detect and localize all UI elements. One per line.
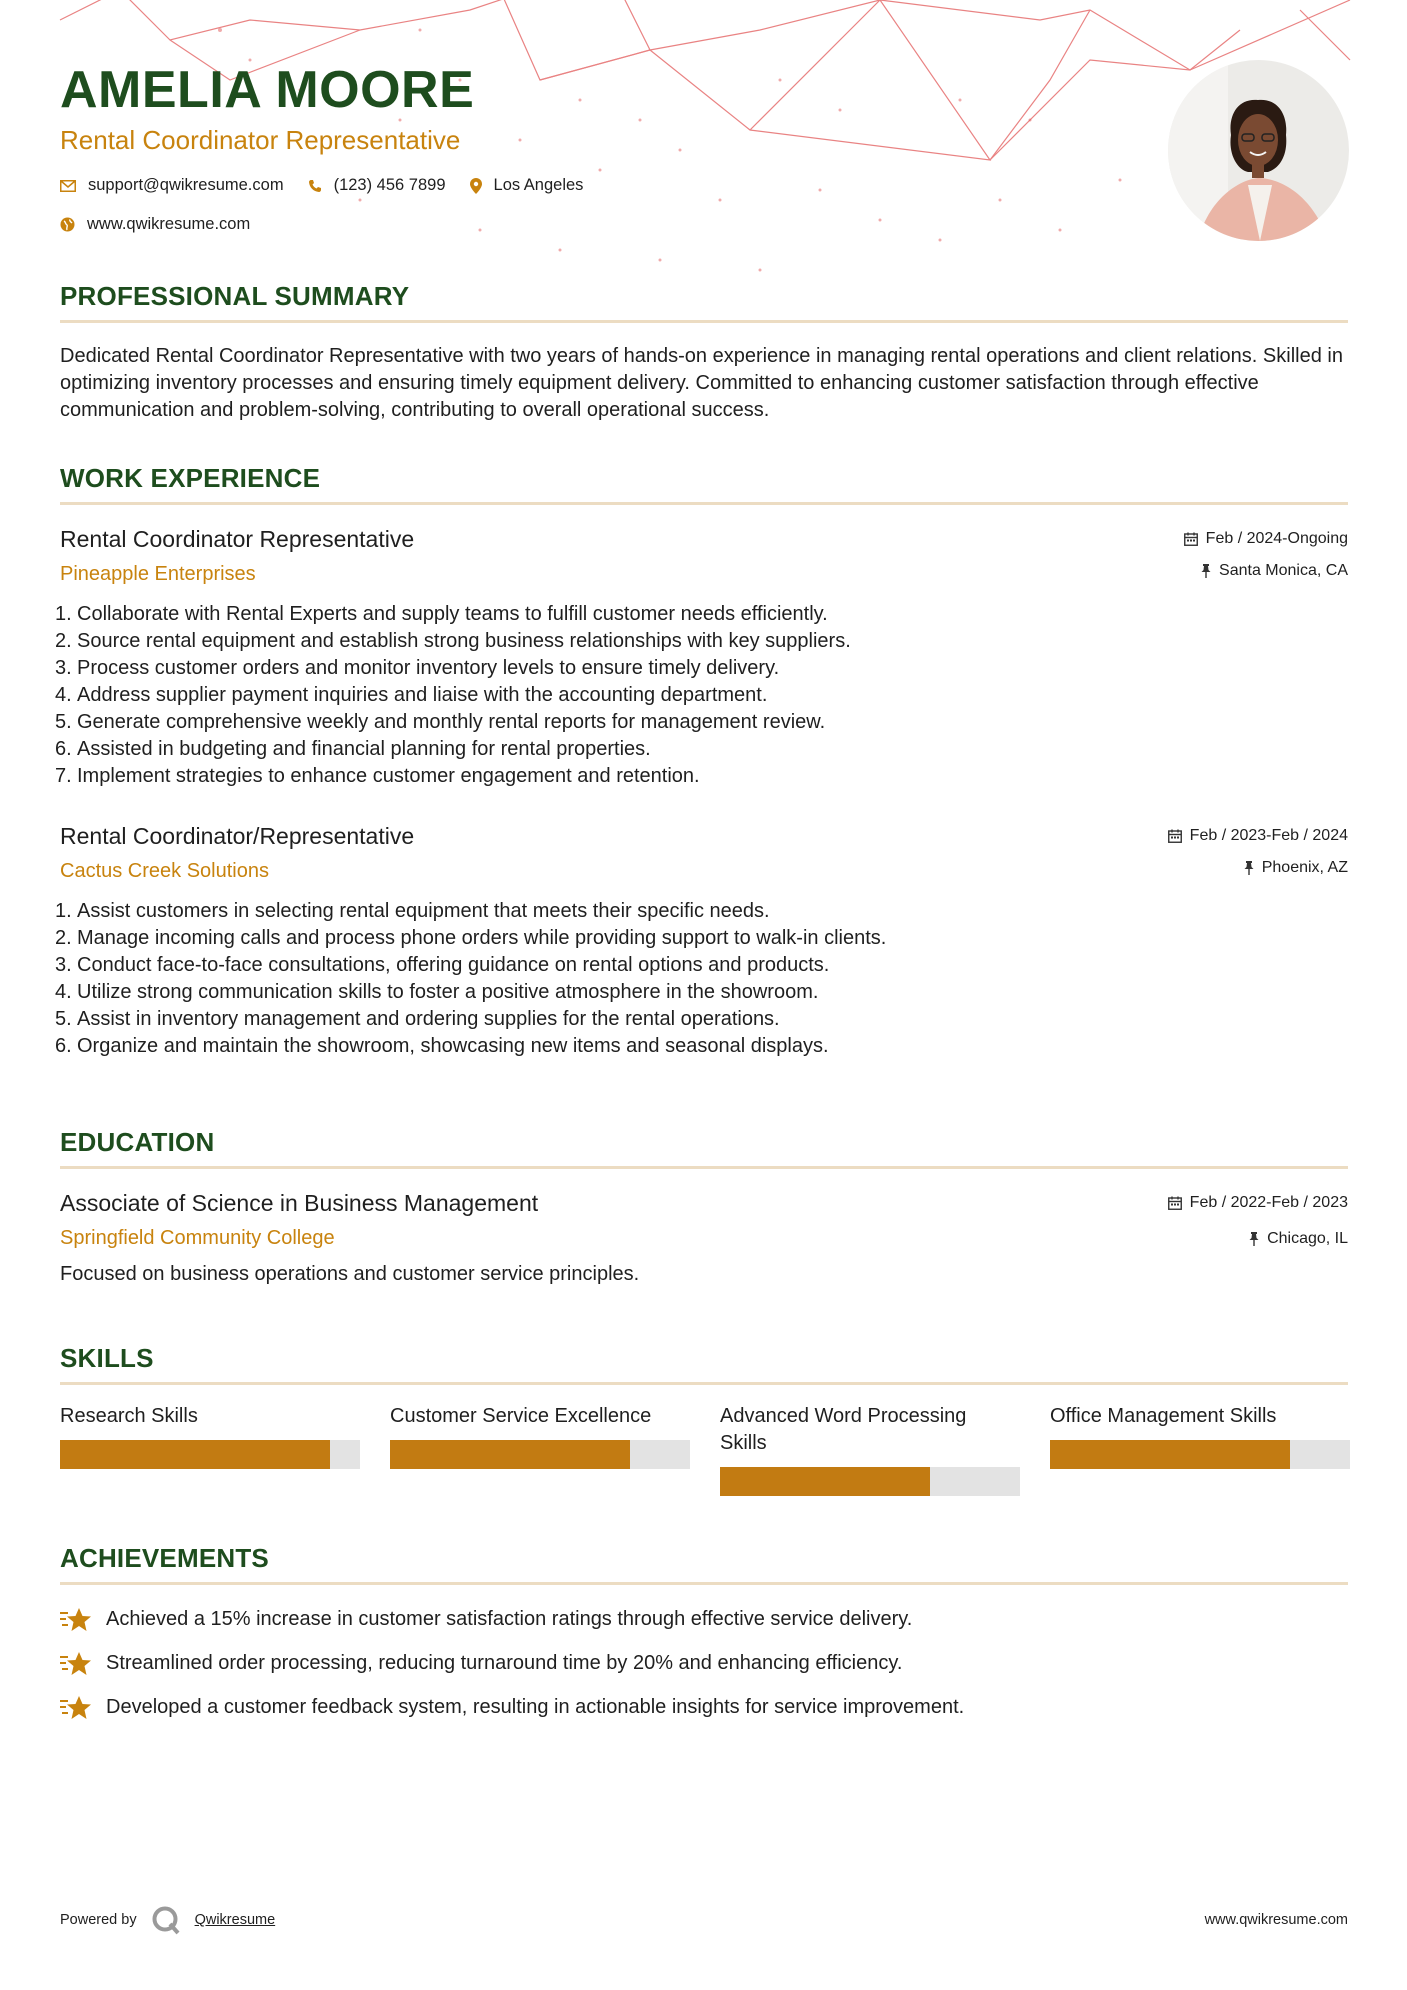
contact-row-website — [60, 215, 1140, 234]
education-section — [60, 1126, 1348, 1288]
skill-bar-fill — [720, 1467, 930, 1496]
footer — [60, 1900, 1348, 1940]
qwikresume-link[interactable]: Qwikresume — [194, 1912, 276, 1928]
globe-icon — [60, 217, 75, 232]
job-bullets — [55, 601, 1348, 790]
skill-label: Office Management Skills — [1050, 1405, 1277, 1427]
skill-bar — [390, 1440, 690, 1469]
education-dates — [1168, 1193, 1348, 1213]
list-item: 7. Implement strategies to enhance customer engagement and retention. — [55, 765, 700, 787]
job-title: Rental Coordinator/Representative — [60, 823, 415, 849]
achievement-text: Achieved a 15% increase in customer satisfaction ratings through effective service delivery. — [106, 1607, 913, 1630]
section-divider — [60, 1382, 1348, 1385]
profile-photo — [1168, 60, 1349, 241]
section-divider — [60, 1582, 1348, 1585]
website-text[interactable]: www.qwikresume.com — [87, 215, 251, 233]
map-pin-icon — [470, 178, 482, 194]
achievements-section — [60, 1542, 1348, 1723]
skill-item — [1050, 1403, 1350, 1496]
list-item: 1. Collaborate with Rental Experts and supply teams to fulfill customer needs efficiently. — [55, 603, 828, 625]
phone-icon — [308, 179, 322, 193]
contact-row — [60, 176, 1140, 195]
skill-bar — [60, 1440, 360, 1469]
list-item: 4. Utilize strong communication skills to foster a positive atmosphere in the showroom. — [55, 981, 819, 1003]
skill-bar-fill — [390, 1440, 630, 1469]
phone-text[interactable]: (123) 456 7899 — [333, 176, 446, 194]
experience-section — [55, 462, 1348, 1060]
contact-location — [470, 176, 584, 195]
education-heading: EDUCATION — [60, 1127, 215, 1157]
job-meta — [1184, 529, 1348, 581]
email-text[interactable]: support@qwikresume.com — [88, 176, 284, 194]
job-bullets — [55, 898, 1348, 1060]
calendar-icon — [1184, 532, 1198, 546]
footer-website[interactable]: www.qwikresume.com — [1204, 1912, 1348, 1928]
skills-heading: SKILLS — [60, 1343, 154, 1373]
star-icon — [60, 1694, 92, 1720]
skill-bar — [720, 1467, 1020, 1496]
achievement-text: Developed a customer feedback system, resulting in actionable insights for service improvement. — [106, 1695, 965, 1718]
job-meta — [1168, 826, 1348, 878]
education-location-text: Chicago, IL — [1267, 1230, 1348, 1247]
skill-item — [720, 1403, 1020, 1496]
education-description: Focused on business operations and customer service principles. — [60, 1263, 640, 1285]
school-name: Springfield Community College — [60, 1227, 335, 1249]
qwikresume-logo-icon — [151, 1905, 181, 1935]
job-location-text: Santa Monica, CA — [1219, 562, 1348, 579]
list-item: 6. Assisted in budgeting and financial planning for rental properties. — [55, 738, 651, 760]
skill-bar — [1050, 1440, 1350, 1469]
achievement-item — [60, 1647, 1348, 1679]
candidate-title: Rental Coordinator Representative — [60, 125, 461, 155]
contact-email[interactable] — [60, 176, 284, 195]
education-location — [1168, 1229, 1348, 1249]
achievements-heading: ACHIEVEMENTS — [60, 1543, 269, 1573]
job-company: Cactus Creek Solutions — [60, 860, 269, 882]
job-dates-text: Feb / 2024-Ongoing — [1205, 530, 1348, 547]
location-text: Los Angeles — [493, 176, 584, 194]
list-item: 3. Process customer orders and monitor inventory levels to ensure timely delivery. — [55, 657, 780, 679]
list-item: 5. Assist in inventory management and ordering supplies for the rental operations. — [55, 1008, 780, 1030]
skill-label: Research Skills — [60, 1405, 198, 1427]
skill-label: Advanced Word Processing Skills — [720, 1405, 967, 1454]
job-location — [1168, 858, 1348, 878]
skills-grid — [60, 1403, 1348, 1496]
skill-item — [390, 1403, 690, 1496]
calendar-icon — [1168, 829, 1182, 843]
job-title: Rental Coordinator Representative — [60, 526, 415, 552]
achievement-text: Streamlined order processing, reducing turnaround time by 20% and enhancing efficiency. — [106, 1651, 903, 1674]
header — [60, 58, 1140, 234]
skill-bar-fill — [60, 1440, 330, 1469]
section-divider — [60, 320, 1348, 323]
section-divider — [60, 1166, 1348, 1169]
contact-phone[interactable] — [308, 176, 446, 195]
contact-website[interactable] — [60, 215, 250, 234]
education-entry — [60, 1189, 1348, 1288]
pushpin-icon — [1201, 564, 1211, 578]
list-item: 2. Manage incoming calls and process phone orders while providing support to walk-in clients. — [55, 927, 887, 949]
envelope-icon — [60, 180, 76, 192]
achievement-item — [60, 1691, 1348, 1723]
skill-item — [60, 1403, 360, 1496]
pushpin-icon — [1244, 861, 1254, 875]
list-item: 5. Generate comprehensive weekly and monthly rental reports for management review. — [55, 711, 826, 733]
job-location-text: Phoenix, AZ — [1261, 859, 1348, 876]
star-icon — [60, 1650, 92, 1676]
experience-heading: WORK EXPERIENCE — [60, 463, 321, 493]
degree-title: Associate of Science in Business Management — [60, 1190, 539, 1216]
pushpin-icon — [1249, 1232, 1259, 1246]
skills-section — [60, 1342, 1348, 1496]
summary-heading: PROFESSIONAL SUMMARY — [60, 281, 410, 311]
job-entry — [55, 822, 1348, 1060]
list-item: 4. Address supplier payment inquiries and liaise with the accounting department. — [55, 684, 768, 706]
avatar-illustration — [1168, 60, 1349, 241]
calendar-icon — [1168, 1196, 1182, 1210]
achievements-list — [60, 1603, 1348, 1723]
job-dates — [1168, 826, 1348, 846]
job-location — [1184, 561, 1348, 581]
list-item: 6. Organize and maintain the showroom, showcasing new items and seasonal displays. — [55, 1035, 829, 1057]
job-company: Pineapple Enterprises — [60, 563, 256, 585]
education-dates-text: Feb / 2022-Feb / 2023 — [1189, 1194, 1348, 1211]
skill-label: Customer Service Excellence — [390, 1405, 652, 1427]
section-divider — [60, 502, 1348, 505]
job-dates-text: Feb / 2023-Feb / 2024 — [1189, 827, 1348, 844]
summary-text: Dedicated Rental Coordinator Representative with two years of hands-on experience in managing rental operations and client relations. Skilled in optimizing inventory processes and ensuring timely equipment delivery. Committed to enhancing customer satisfaction through effective communication and problem-solving, contributing to overall operational success. — [60, 345, 1343, 421]
education-meta — [1168, 1193, 1348, 1249]
star-icon — [60, 1606, 92, 1632]
skill-bar-fill — [1050, 1440, 1290, 1469]
job-entry — [55, 525, 1348, 790]
job-dates — [1184, 529, 1348, 549]
powered-by-text: Powered by — [60, 1912, 137, 1928]
list-item: 1. Assist customers in selecting rental equipment that meets their specific needs. — [55, 900, 770, 922]
summary-section — [60, 280, 1348, 424]
list-item: 3. Conduct face-to-face consultations, offering guidance on rental options and products. — [55, 954, 830, 976]
footer-branding — [60, 1905, 275, 1935]
candidate-name: AMELIA MOORE — [60, 61, 475, 119]
achievement-item — [60, 1603, 1348, 1635]
list-item: 2. Source rental equipment and establish strong business relationships with key suppliers. — [55, 630, 851, 652]
